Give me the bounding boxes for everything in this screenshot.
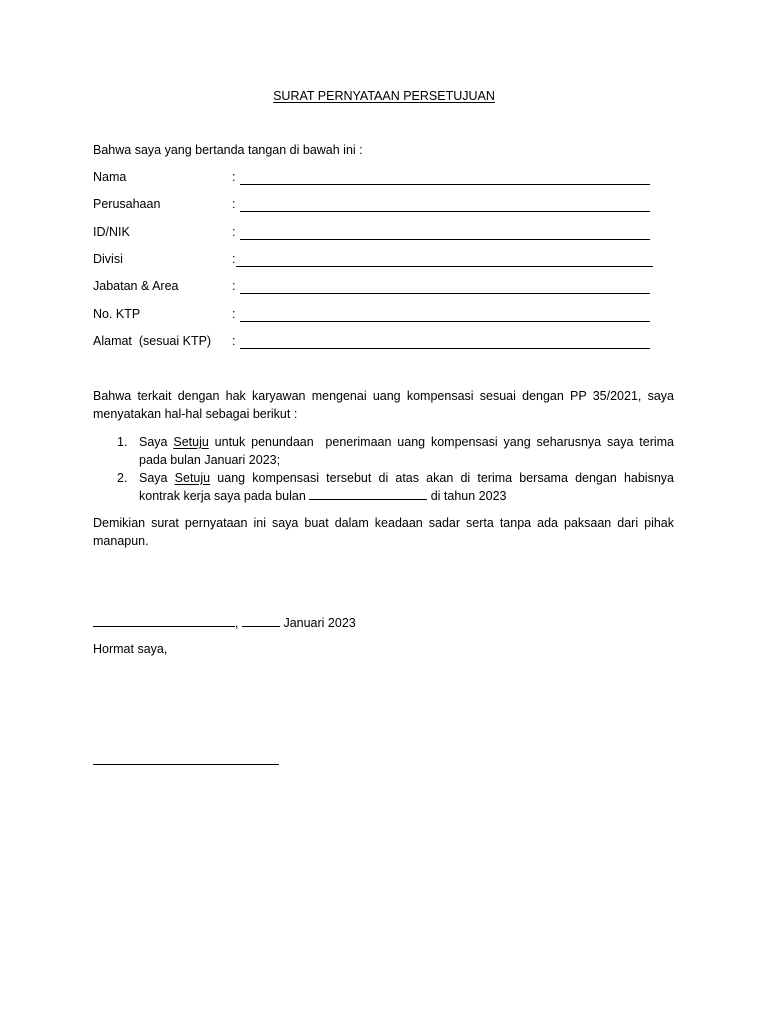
list-number: 2. — [117, 471, 128, 485]
field-alamat — [93, 334, 653, 352]
field-colon: : — [232, 197, 236, 211]
field-label: Perusahaan — [93, 197, 161, 211]
paragraph-line: Bahwa terkait dengan hak karyawan mengenai uang kompensasi sesuai dengan PP 35/2021, saya — [93, 389, 674, 403]
month-blank[interactable] — [309, 487, 427, 500]
list-line — [139, 469, 674, 487]
emphasis-setuju: Setuju — [174, 471, 211, 485]
list-text: untuk penundaan penerimaan uang kompensasi yang seharusnya saya terima — [208, 435, 674, 449]
list-item — [117, 469, 674, 505]
intro-text: Bahwa saya yang bertanda tangan di bawah ini : — [93, 143, 363, 157]
field-label: Nama — [93, 170, 127, 184]
field-id-nik — [93, 225, 653, 243]
list-text: Saya — [139, 471, 175, 485]
date-month-year: Januari 2023 — [279, 616, 356, 630]
paragraph-line: manapun. — [93, 534, 149, 548]
fill-in-line[interactable] — [236, 266, 653, 267]
fill-in-line[interactable] — [240, 211, 650, 212]
list-item — [117, 433, 674, 469]
emphasis-setuju: Setuju — [173, 435, 209, 449]
list-line: pada bulan Januari 2023; — [139, 453, 281, 467]
place-date-line — [93, 614, 356, 630]
field-colon: : — [232, 334, 236, 348]
agreement-list — [117, 433, 674, 505]
fill-in-line[interactable] — [240, 293, 650, 294]
signature-line[interactable] — [93, 764, 279, 765]
field-jabatan-area — [93, 279, 653, 297]
field-label: Jabatan & Area — [93, 279, 179, 293]
field-label: ID/NIK — [93, 225, 130, 239]
field-label: Alamat (sesuai KTP) — [93, 334, 212, 348]
paragraph-line: menyatakan hal-hal sebagai berikut : — [93, 407, 298, 421]
list-line — [139, 487, 674, 505]
list-number: 1. — [117, 435, 128, 449]
paragraph-line: Demikian surat pernyataan ini saya buat dalam keadaan sadar serta tanpa ada paksaan dari pihak — [93, 516, 674, 530]
field-divisi — [93, 252, 653, 270]
closing-salutation: Hormat saya, — [93, 642, 168, 656]
field-perusahaan — [93, 197, 653, 215]
field-colon: : — [232, 252, 236, 266]
list-text: Saya — [139, 435, 174, 449]
statement-paragraph — [93, 387, 674, 423]
field-nama — [93, 170, 653, 188]
closing-paragraph — [93, 514, 674, 550]
field-colon: : — [232, 170, 236, 184]
field-label: Divisi — [93, 252, 123, 266]
document-title: SURAT PERNYATAAN PERSETUJUAN — [273, 89, 495, 103]
fill-in-line[interactable] — [240, 184, 650, 185]
date-separator: , — [235, 616, 239, 630]
list-text: kontrak kerja saya pada bulan — [139, 489, 310, 503]
list-text: di tahun 2023 — [427, 489, 507, 503]
fill-in-line[interactable] — [240, 239, 650, 240]
field-colon: : — [232, 307, 236, 321]
list-line — [139, 433, 674, 451]
field-colon: : — [232, 225, 236, 239]
place-blank[interactable] — [93, 614, 235, 627]
list-text: uang kompensasi tersebut di atas akan di terima bersama dengan habisnya — [210, 471, 674, 485]
field-no-ktp — [93, 307, 653, 325]
fill-in-line[interactable] — [240, 348, 650, 349]
field-colon: : — [232, 279, 236, 293]
day-blank[interactable] — [242, 614, 280, 627]
field-label: No. KTP — [93, 307, 141, 321]
fill-in-line[interactable] — [240, 321, 650, 322]
